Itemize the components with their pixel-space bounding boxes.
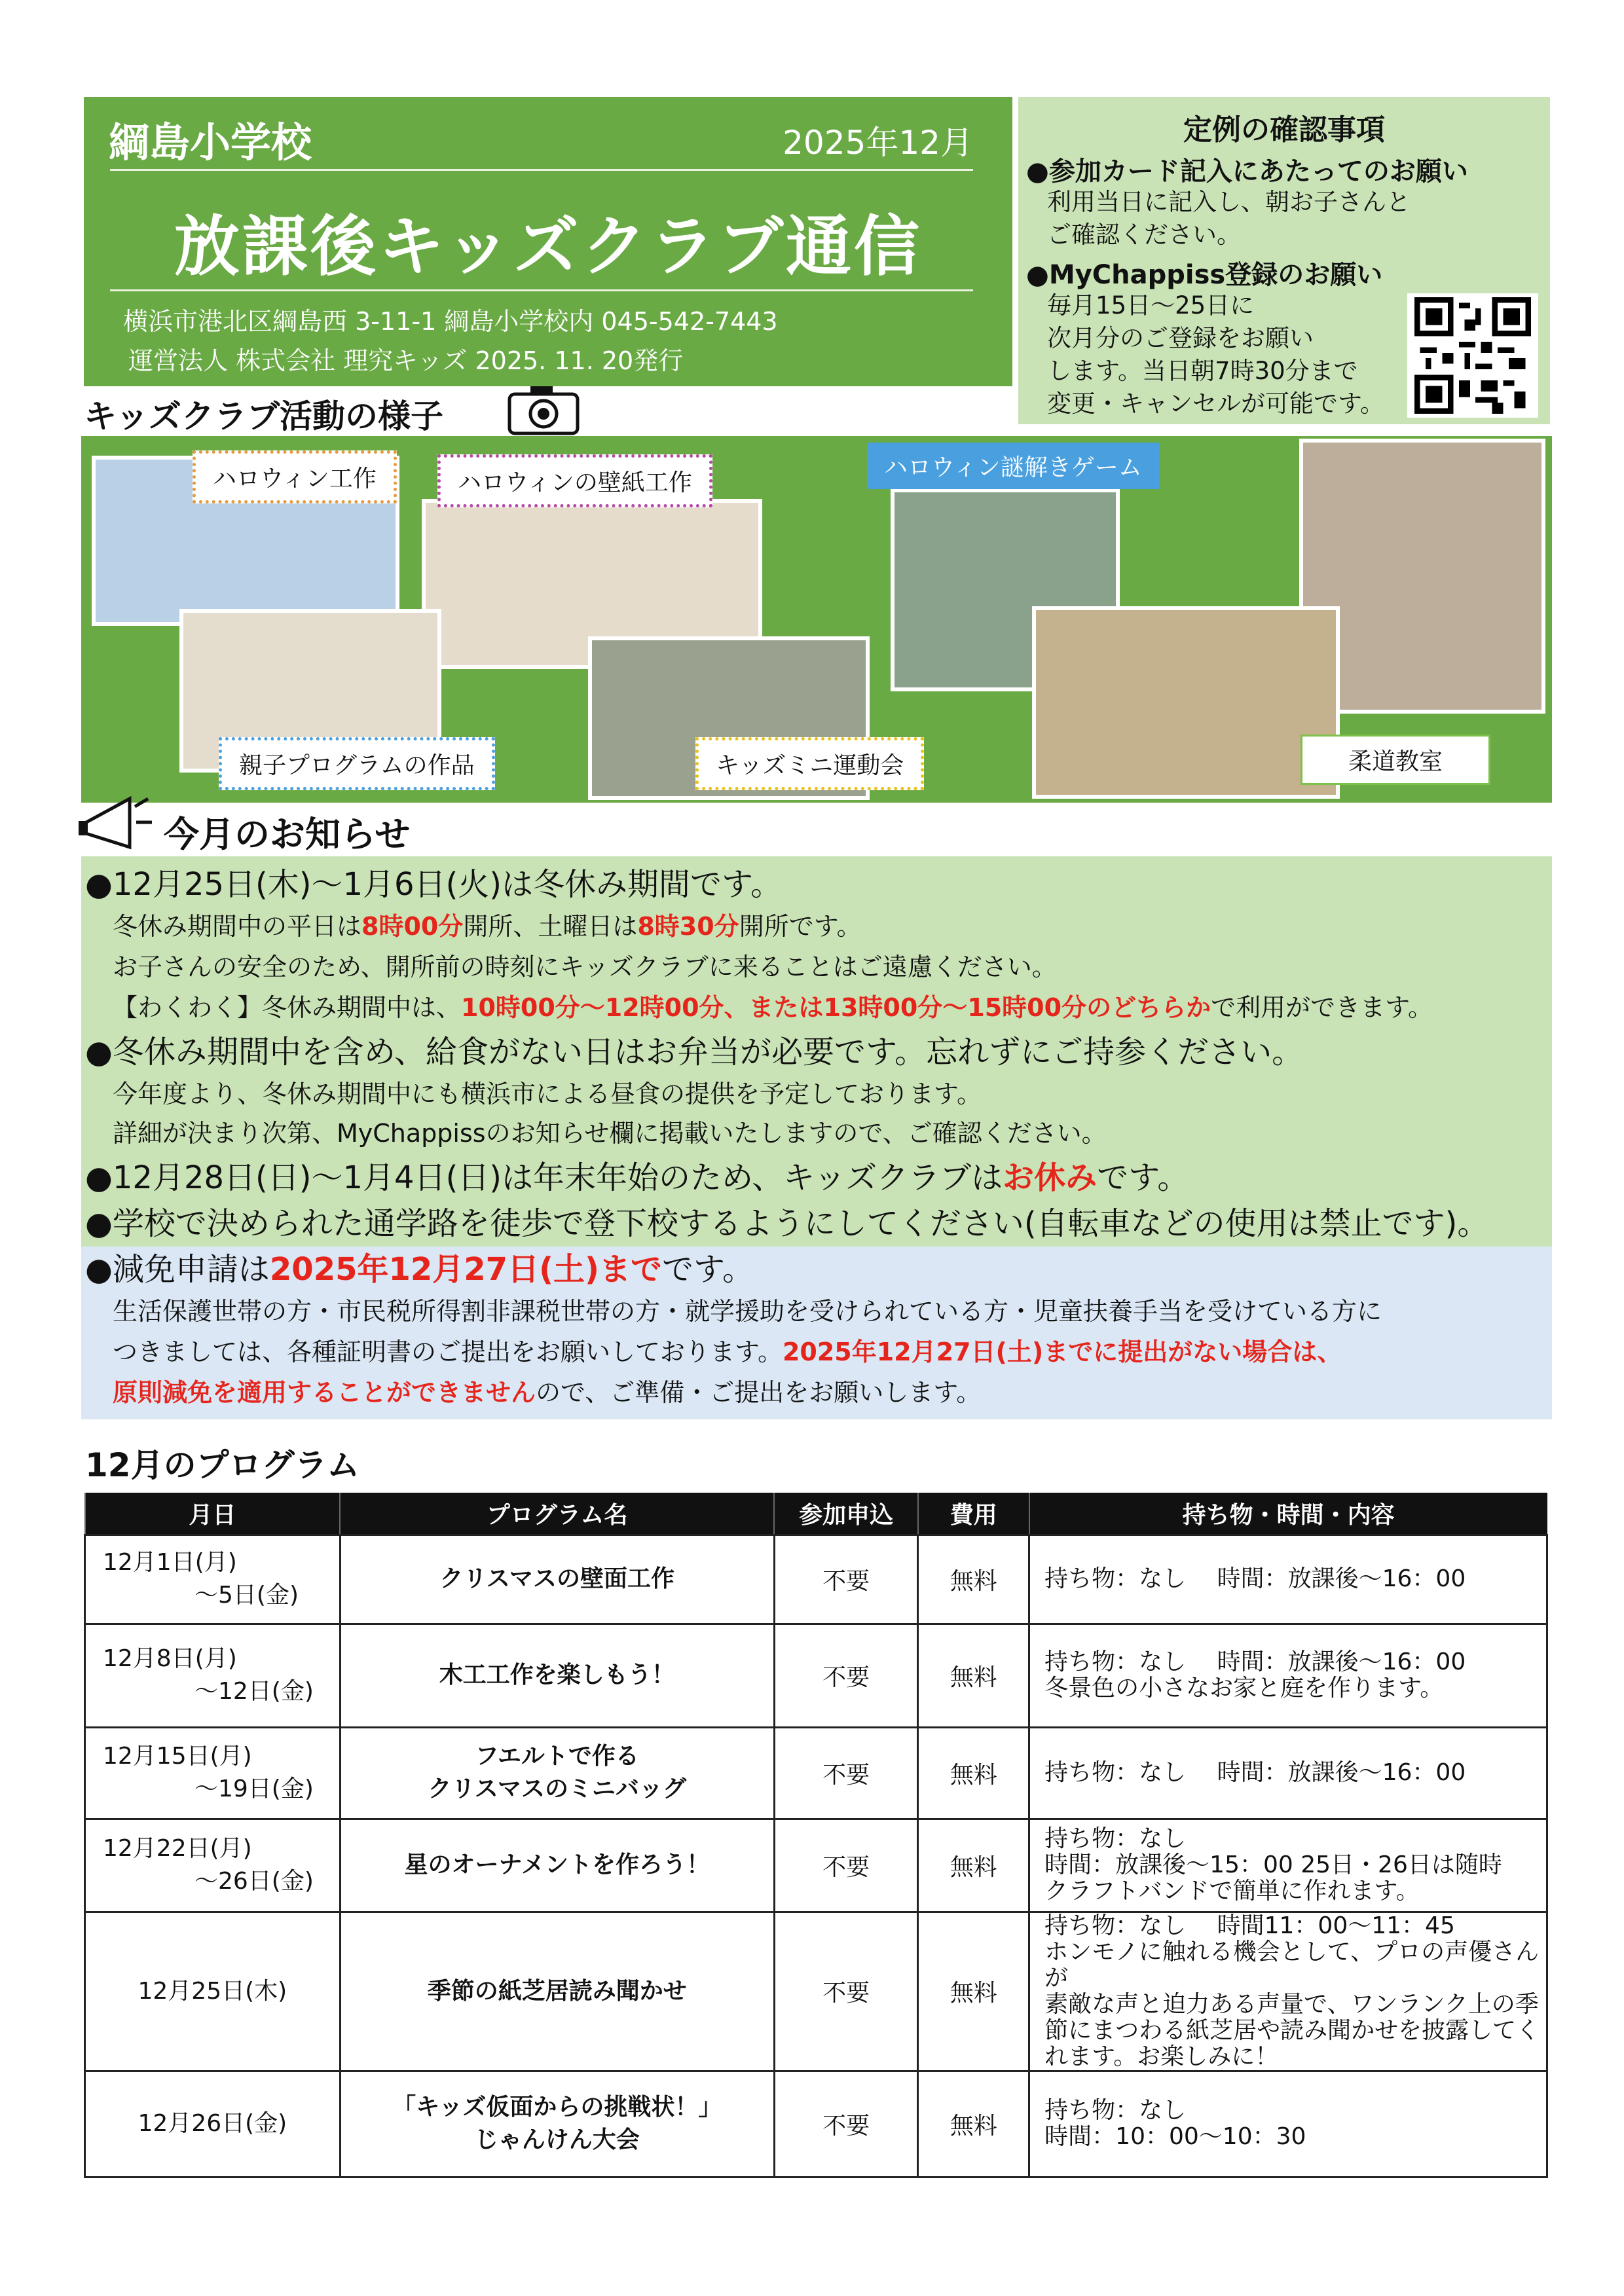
confirm-heading-card: ●参加カード記入にあたってのお願い <box>1026 156 1468 187</box>
program-table <box>84 1493 1548 2178</box>
col-program: プログラム名 <box>340 1493 774 1535</box>
program-fee: 無料 <box>918 1727 1029 1819</box>
newsletter-header <box>84 97 1012 386</box>
program-title: 12月のプログラム <box>85 1446 360 1484</box>
address: 横浜市港北区綱島西 3-11-1 綱島小学校内 045-542-7443 <box>123 307 778 336</box>
program-name: フエルトで作る クリスマスのミニバッグ <box>340 1727 774 1819</box>
program-date: 12月8日(月) ～12日(金) <box>85 1624 341 1727</box>
program-apply: 不要 <box>774 1535 918 1624</box>
program-apply: 不要 <box>774 1727 918 1819</box>
confirm-text: 次月分のご登録をお願い <box>1047 324 1314 352</box>
program-apply: 不要 <box>774 1819 918 1912</box>
news-exemption: ●減免申請は2025年12月27日(土)までです。 <box>85 1251 754 1288</box>
program-fee: 無料 <box>918 1819 1029 1912</box>
program-apply: 不要 <box>774 1624 918 1727</box>
program-details: 持ち物：なし 時間：放課後～16：00 <box>1029 1727 1547 1819</box>
publisher: 運営法人 株式会社 理究キッズ 2025. 11. 20発行 <box>128 346 684 375</box>
megaphone-icon <box>71 787 156 852</box>
program-apply: 不要 <box>774 1912 918 2071</box>
news-lunch: ●冬休み期間中を含め、給食がない日はお弁当が必要です。忘れずにご持参ください。 <box>85 1034 1304 1070</box>
divider <box>110 169 973 171</box>
col-details: 持ち物・時間・内容 <box>1029 1493 1547 1535</box>
tag-halloween-wall: ハロウィンの壁紙工作 <box>437 454 712 507</box>
tag-mini-sports: キッズミニ運動会 <box>695 737 924 790</box>
news-lunch-note2: 詳細が決まり次第、MyChappissのお知らせ欄に掲載いたしますので、ご確認ください。 <box>113 1119 1107 1148</box>
news-exemption-note1: 生活保護世帯の方・市民税所得割非課税世帯の方・就学援助を受けられている方・児童扶養手当を受けている方に <box>113 1297 1382 1326</box>
program-details: 持ち物：なし 時間：放課後～16：00 冬景色の小さなお家と庭を作ります。 <box>1029 1624 1547 1727</box>
table-row <box>85 1535 1547 1624</box>
program-fee: 無料 <box>918 1535 1029 1624</box>
confirm-text: ご確認ください。 <box>1047 221 1241 249</box>
confirm-text: します。当日朝7時30分まで <box>1047 357 1358 385</box>
table-row <box>85 1819 1547 1912</box>
program-name: 季節の紙芝居読み聞かせ <box>340 1912 774 2071</box>
tag-parent-child: 親子プログラムの作品 <box>219 737 495 790</box>
program-details: 持ち物：なし 時間：放課後～15：00 25日・26日は随時 クラフトバンドで簡単に作れます。 <box>1029 1819 1547 1912</box>
program-details: 持ち物：なし 時間11：00～11：45 ホンモノに触れる機会として、プロの声優さんが 素敵な声と迫力ある声量で、ワンランク上の季 節にまつわる紙芝居や読み聞かせを披露してく れます。お楽しみに！ <box>1029 1912 1547 2071</box>
program-date: 12月15日(月) ～19日(金) <box>85 1727 341 1819</box>
camera-icon <box>504 380 583 439</box>
school-name: 綱島小学校 <box>109 118 312 166</box>
table-row <box>85 2071 1547 2177</box>
program-name: 「キッズ仮面からの挑戦状！」 じゃんけん大会 <box>340 2071 774 2177</box>
news-closed: ●12月28日(日)～1月4日(日)は年末年始のため、キッズクラブはお休みです。 <box>85 1159 1189 1196</box>
issue-date: 2025年12月 <box>783 124 973 162</box>
news-early-arrival: お子さんの安全のため、開所前の時刻にキッズクラブに来ることはご遠慮ください。 <box>113 953 1057 981</box>
news-wakuwaku: 【わくわく】冬休み期間中は、10時00分～12時00分、または13時00分～15時00分のどちらかで利用ができます。 <box>113 993 1433 1022</box>
divider <box>110 289 973 291</box>
program-date: 12月22日(月) ～26日(金) <box>85 1819 341 1912</box>
confirm-text: 変更・キャンセルが可能です。 <box>1047 390 1385 418</box>
activity-photo-collage <box>81 436 1552 803</box>
tag-judo: 柔道教室 <box>1301 735 1490 785</box>
program-details: 持ち物：なし 時間：放課後～16：00 <box>1029 1535 1547 1624</box>
col-apply: 参加申込 <box>774 1493 918 1535</box>
program-date: 12月26日(金) <box>85 2071 341 2177</box>
col-fee: 費用 <box>918 1493 1029 1535</box>
news-exemption-note2: つきましては、各種証明書のご提出をお願いしております。2025年12月27日(土)までに提出がない場合は、 <box>113 1338 1342 1366</box>
news-exemption-note3: 原則減免を適用することができませんので、ご準備・ご提出をお願いします。 <box>113 1378 982 1407</box>
program-fee: 無料 <box>918 1624 1029 1727</box>
newsletter-title: 放課後キッズクラブ通信 <box>174 208 922 285</box>
program-fee: 無料 <box>918 1912 1029 2071</box>
program-apply: 不要 <box>774 2071 918 2177</box>
col-date: 月日 <box>85 1493 341 1535</box>
program-name: 木工工作を楽しもう！ <box>340 1624 774 1727</box>
program-fee: 無料 <box>918 2071 1029 2177</box>
table-header-row <box>85 1493 1547 1535</box>
program-date: 12月25日(木) <box>85 1912 341 2071</box>
table-row <box>85 1912 1547 2071</box>
table-row <box>85 1624 1547 1727</box>
table-row <box>85 1727 1547 1819</box>
confirmation-title: 定例の確認事項 <box>1183 113 1385 147</box>
news-lunch-note1: 今年度より、冬休み期間中にも横浜市による昼食の提供を予定しております。 <box>113 1080 982 1108</box>
program-date: 12月1日(月) ～5日(金) <box>85 1535 341 1624</box>
activity-title: キッズクラブ活動の様子 <box>84 397 443 435</box>
news-commute: ●学校で決められた通学路を徒歩で登下校するようにしてください(自転車などの使用は禁止です)。 <box>85 1205 1489 1242</box>
photo-judo-group <box>1032 606 1340 799</box>
qr-code-icon[interactable] <box>1407 293 1538 418</box>
program-details: 持ち物：なし 時間：10：00～10：30 <box>1029 2071 1547 2177</box>
confirm-heading-mychappiss: ●MyChappiss登録のお願い <box>1026 260 1383 290</box>
news-winter-hours: 冬休み期間中の平日は8時00分開所、土曜日は8時30分開所です。 <box>113 912 862 941</box>
news-winter-break: ●12月25日(木)～1月6日(火)は冬休み期間です。 <box>85 866 783 903</box>
news-title: 今月のお知らせ <box>164 814 411 855</box>
program-name: 星のオーナメントを作ろう！ <box>340 1819 774 1912</box>
tag-riddle-game: ハロウィン謎解きゲーム <box>867 443 1159 489</box>
confirm-text: 利用当日に記入し、朝お子さんと <box>1047 188 1411 216</box>
program-name: クリスマスの壁面工作 <box>340 1535 774 1624</box>
confirmation-box <box>1018 97 1550 424</box>
tag-halloween-craft: ハロウィン工作 <box>193 450 397 503</box>
confirm-text: 毎月15日～25日に <box>1047 291 1255 319</box>
